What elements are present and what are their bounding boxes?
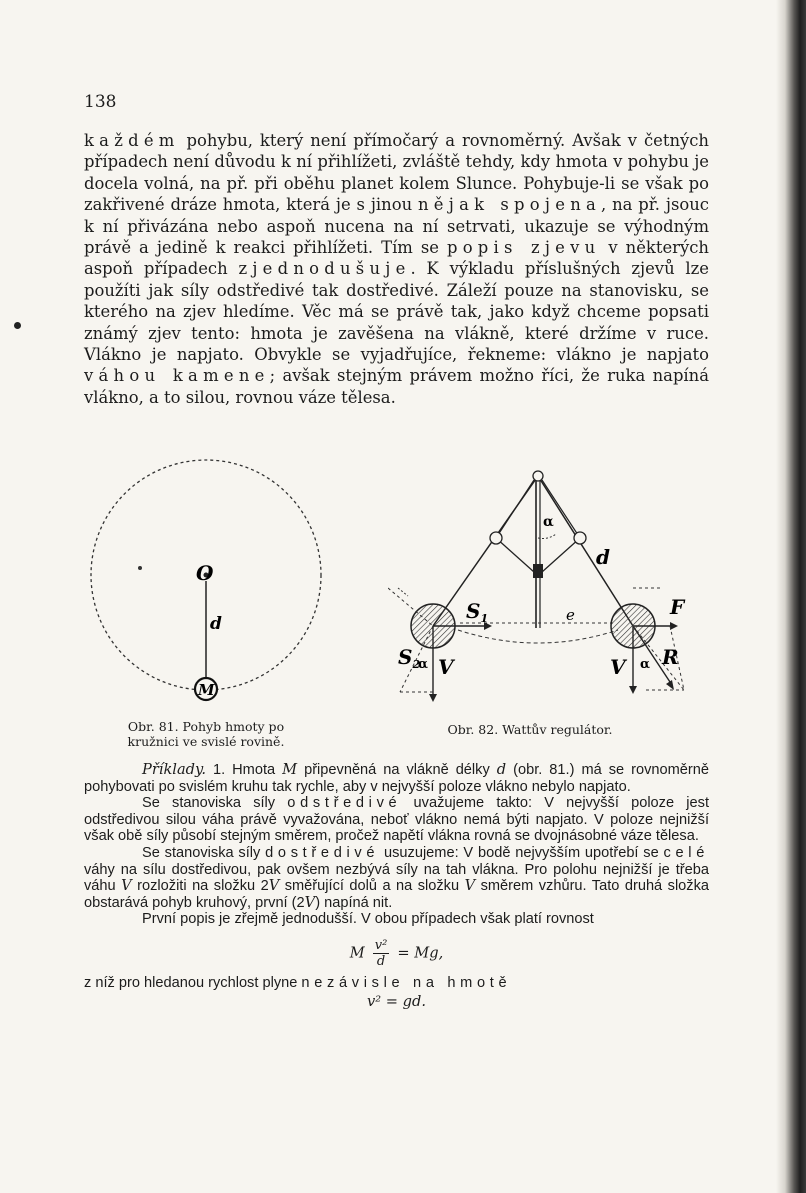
left-joint (490, 532, 502, 544)
label-alpha-top: α (543, 514, 554, 530)
equation-1: M $\frac{\text{v²}}{d}$ = Mg, (349, 937, 444, 969)
examples-section: Příklady. 1. Hmota M připevněná na vlákně délky d (obr. 81.) má se rovnoměrně pohybovati po svislém kruhu tak rychle, aby v nejvyšší poloze vlákno nebylo napjato. Se stanoviska síly odstředivé uvažujeme takto: V nejvyšší poloze jest odstředivou silou váha právě vyvažována, neboť vlákno nemá býti napjato. V poloze nejnižší však obě síly působí stejným směrem, pročež napětí vlákna rovná se dvojnásobné váze tělesa. Se stanoviska síly dostředivé usuzujeme: V bodě nejvyšším upotřebí se celé váhy na sílu dostředivou, pak ovšem nezbývá síly na tah vlákna. Pro polohu nejnižší je třeba váhu V rozložiti na složku 2V směřující dolů a na složku V směrem vzhůru. Tato druhá složka obstarává pohyb kruhový, první (2V) napíná nit. První popis je zřejmě jednodušší. V obou případech však platí rovnost M $\frac{\text{v²}}{d}$ = Mg, z níž pro hledanou rychlost plyne nezávisle na hmotě v² = gd. (84, 761, 710, 1010)
paragraph-dostredive: Se stanoviska síly dostředivé usuzujeme: V bodě nejvyšším upotřebí se celé váhy na sílu dostředivou, pak ovšem nezbývá síly na tah vlákna. Pro polohu nejnižší je třeba váhu V rozložiti na složku 2V směřující dolů a na složku V směrem vzhůru. Tato druhá složka obstarává pohyb kruhový, první (2V) napíná nit. (84, 844, 710, 911)
label-v-left: V (438, 655, 454, 679)
link-right-lower (542, 538, 580, 572)
label-s2: $S_2$ (398, 645, 421, 671)
arm-right-upper (538, 476, 633, 626)
sleeve (533, 564, 543, 578)
emphasis-zjednodusuje: zjednodušuje (238, 259, 411, 279)
figure-82-watt-governor-diagram (388, 468, 708, 718)
arrow-f-head (670, 622, 678, 630)
label-s1: $S_1$ (466, 599, 489, 625)
examples-heading: Příklady. (142, 761, 206, 778)
emphasis-popis-zjevu: popis zjevu (446, 238, 601, 258)
figure-81-caption: Obr. 81. Pohyb hmoty po kružnici ve svislé rovině. (127, 719, 285, 749)
label-v-right: V (610, 655, 626, 679)
emphasis-vahou-kamene: váhou kamene (84, 366, 270, 386)
paragraph-odstredive: Se stanoviska síly odstředivé uvažujeme takto: V nejvyšší poloze jest odstředivou silou váha právě vyvažována, neboť vlákno nemá býti napjato. V poloze nejnižší však obě síly působí stejným směrem, pročež napětí vlákna rovná se dvojnásobné váze tělesa. (84, 795, 709, 845)
paragraph-nezavisle: z níž pro hledanou rychlost plyne nezávisle na hmotě (84, 974, 512, 991)
page-number: 138 (84, 92, 117, 112)
fraction-v2-over-d: $\frac{\text{v²}}{d}$ (374, 937, 388, 969)
label-e: e (566, 606, 575, 624)
arrow-r-head (666, 680, 674, 690)
label-alpha-left: α (418, 657, 429, 672)
margin-dot (14, 322, 21, 329)
label-d: d (210, 614, 222, 634)
emphasis-nejak-spojena: nějak spojena (418, 195, 602, 215)
dashed-path-arc (458, 630, 618, 643)
emphasis-kazdem: každém (84, 131, 180, 150)
top-joint (533, 471, 543, 481)
main-paragraph: každém pohybu, který není přímočarý a rovnoměrný. Avšak v četných případech není důvodu k ní přihlížeti, zvláště tehdy, kdy hmota v pohybu je docela volná, na př. při oběhu planet kolem Slunce. Pohybuje-li se však po zakřivené dráze hmota, která je s jinou nějak spojena, na př. jsouc k ní přivázána nebo aspoň nucena na ní setrvati, ukazuje se výhodným právě a jedině k reakci přihlížeti. Tím se popis zjevu v některých aspoň případech zjednodušuje. K výkladu příslušných zjevů lze použíti jak síly odstředivé tak dostředivé. Záleží pouze na stanovisku, se kterého na zjev hledíme. Věc má se právě tak, jako když chceme popsati známý zjev tento: hmota je zavěšena na vlákně, které držíme v ruce. Vlákno je napjato. Obvykle se vyjadřujíce, řekneme: vlákno je napjato váhou kamene; avšak stejným právem možno říci, že ruka napíná vlákno, a to silou, rovnou váze tělesa. (84, 131, 710, 407)
book-spine-shadow (776, 0, 806, 1193)
label-o: O (196, 561, 214, 585)
stray-dot (138, 566, 142, 570)
arrow-v-left-head (429, 694, 437, 702)
label-f: F (670, 595, 685, 619)
right-joint (574, 532, 586, 544)
angle-arc-top (538, 534, 556, 539)
label-alpha-right: α (640, 657, 651, 672)
figure-81-circle-diagram (84, 455, 334, 705)
label-r: R (662, 645, 679, 669)
equation-2: v² = gd. (367, 992, 426, 1010)
upper-dashed-left (398, 588, 408, 596)
figure-82-caption: Obr. 82. Wattův regulátor. (447, 722, 613, 737)
label-d: d (596, 545, 610, 569)
paragraph-rovnost: První popis je zřejmě jednodušší. V obou případech však platí rovnost (142, 911, 594, 928)
arm-left-inner (496, 480, 534, 538)
arrow-v-right-head (629, 686, 637, 694)
link-left-lower (496, 538, 534, 572)
label-m: M (198, 681, 215, 699)
